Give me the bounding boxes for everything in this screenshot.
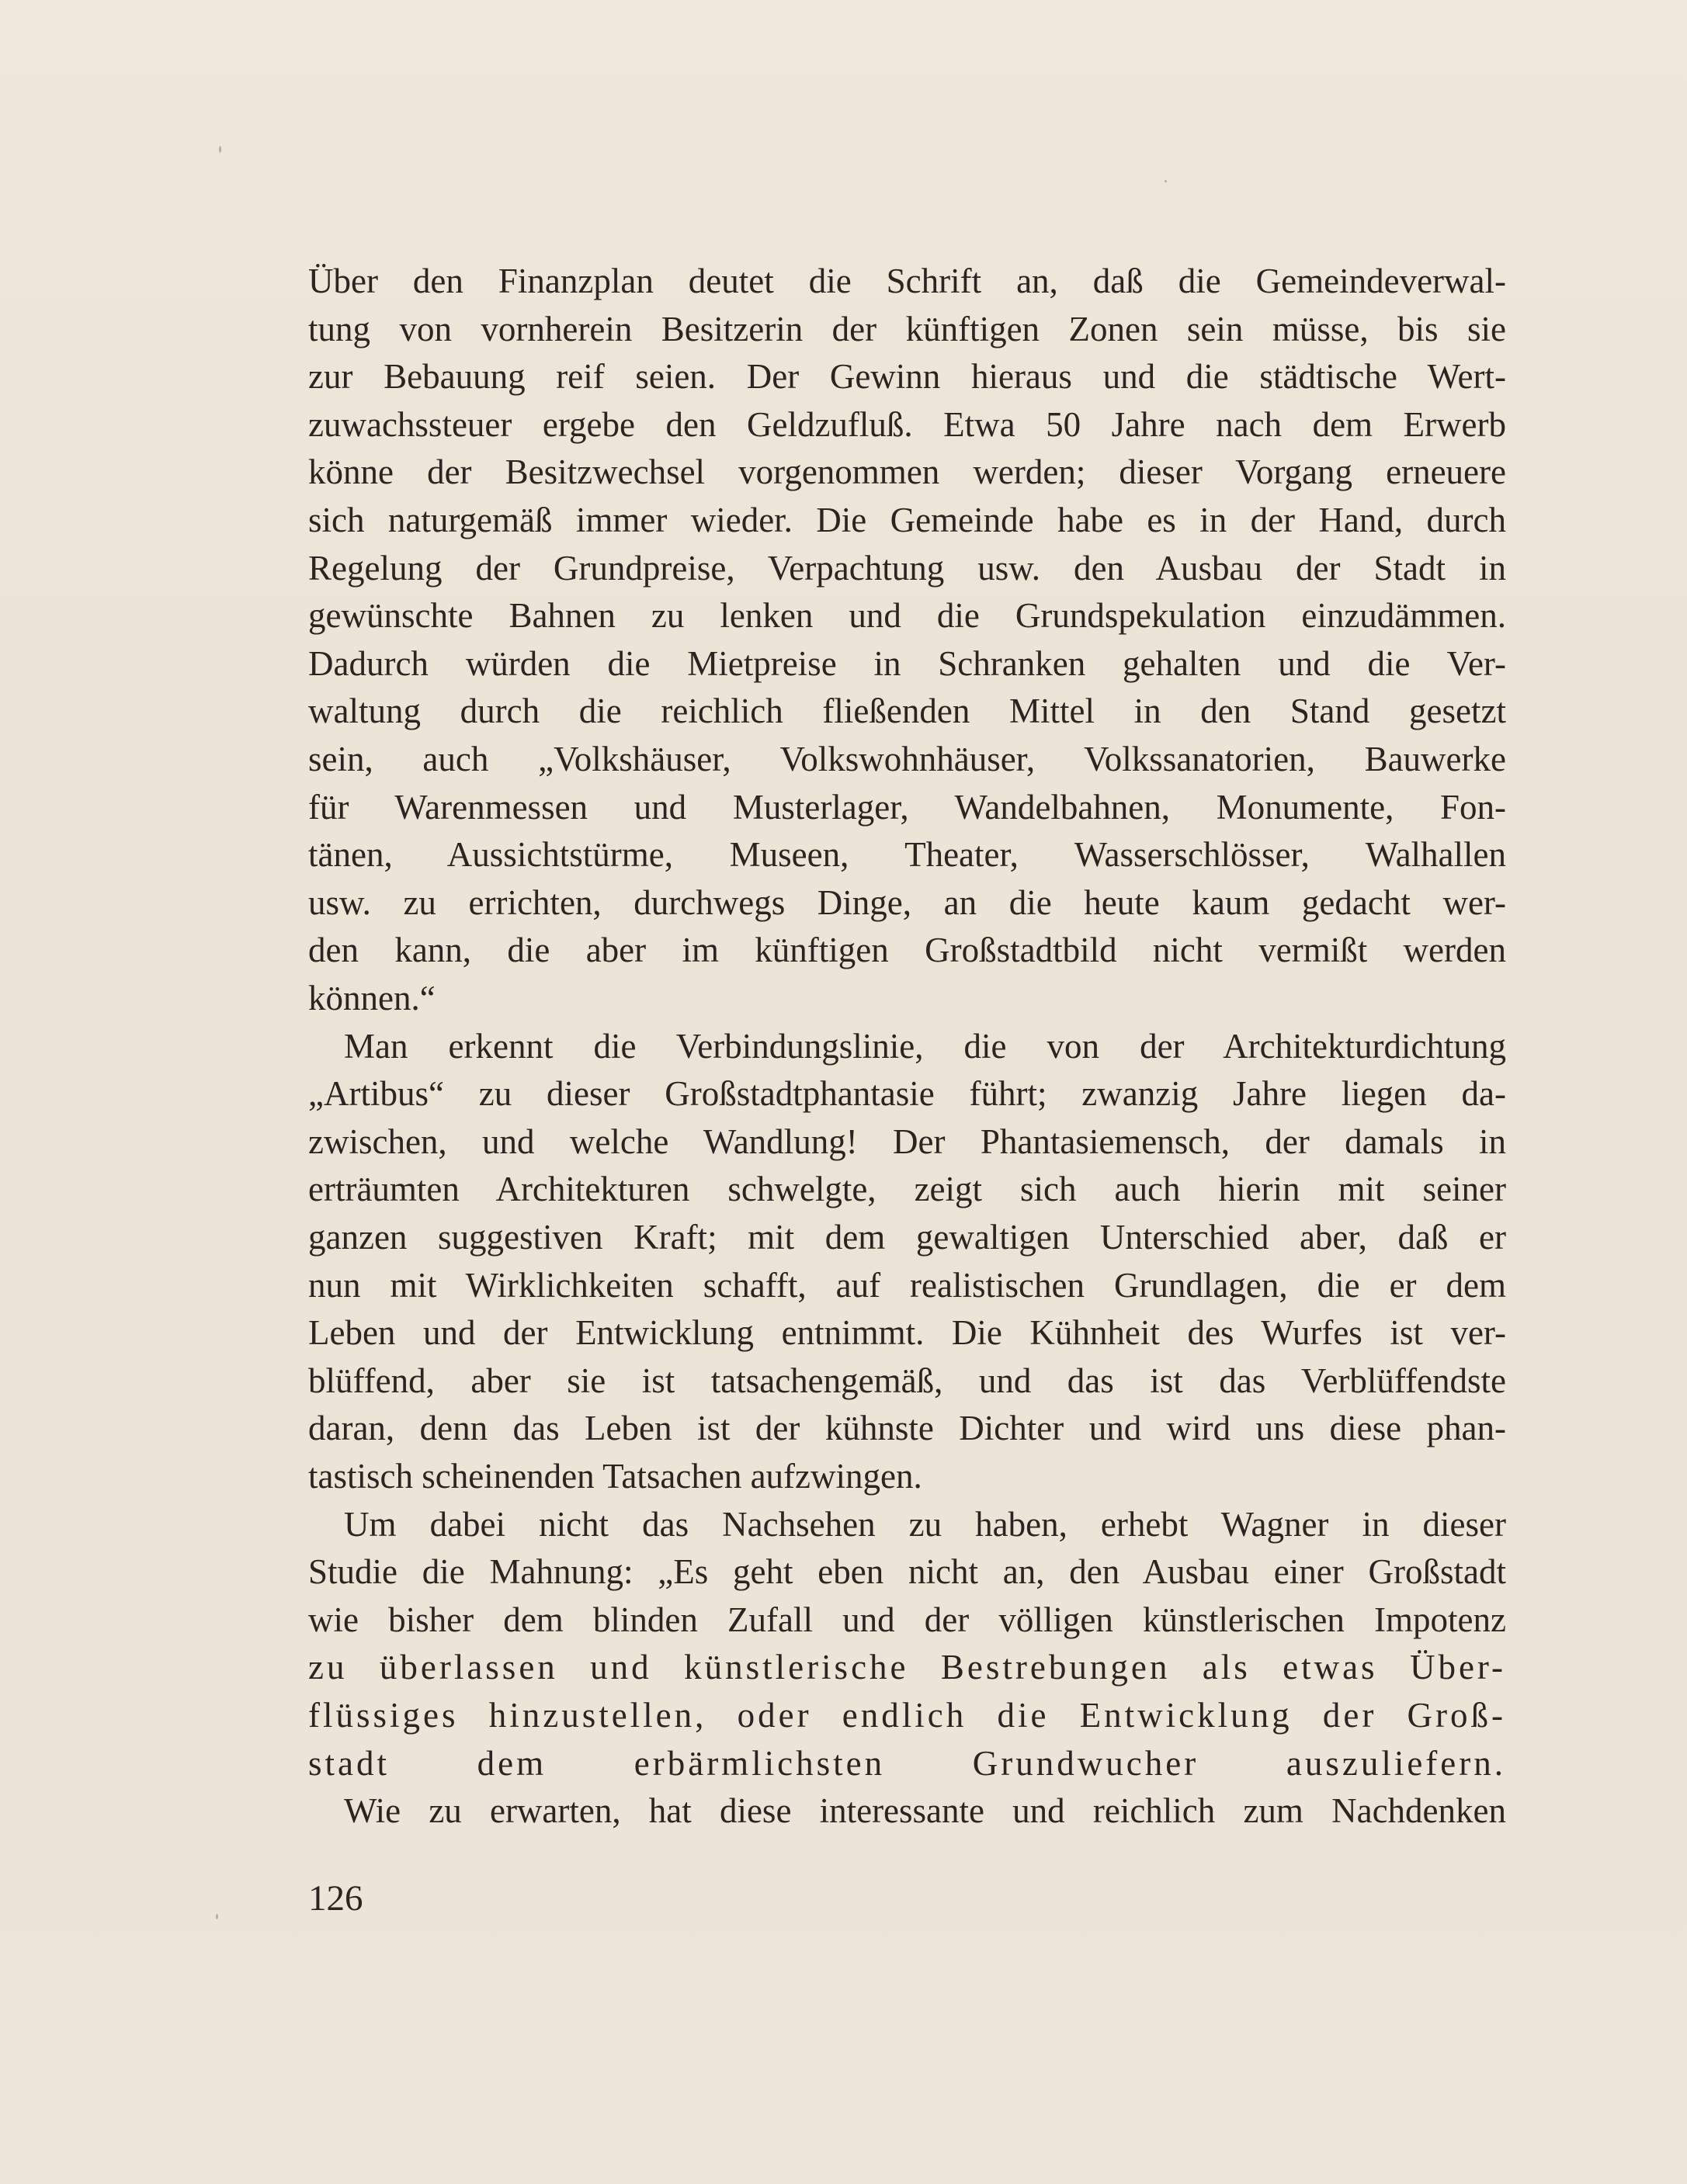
text-line: Wie zu erwarten, hat diese interessante und reichlich zum Nachdenken	[344, 1791, 1506, 1831]
text-line: Dadurch würden die Mietpreise in Schranken gehalten und die Ver-	[308, 643, 1506, 683]
text-line: Um dabei nicht das Nachsehen zu haben, erhebt Wagner in dieser	[344, 1504, 1506, 1544]
text-line: Über den Finanzplan deutet die Schrift an, daß die Gemeindeverwal-	[308, 262, 1506, 300]
text-line: stadt dem erbärmlichsten Grundwucher auszuliefern.	[308, 1743, 1506, 1783]
text-line: Man erkennt die Verbindungslinie, die von der Architekturdichtung	[344, 1026, 1506, 1066]
text-line: Studie die Mahnung: „Es geht eben nicht an, den Ausbau einer Großstadt	[308, 1552, 1506, 1592]
text-line: Leben und der Entwicklung entnimmt. Die Kühnheit des Wurfes ist ver-	[308, 1313, 1506, 1353]
text-line: waltung durch die reichlich fließenden Mittel in den Stand gesetzt	[308, 692, 1506, 731]
text-line: erträumten Architekturen schwelgte, zeigt sich auch hierin mit seiner	[308, 1170, 1506, 1209]
text-line: zwischen, und welche Wandlung! Der Phantasiemensch, der damals in	[308, 1121, 1506, 1161]
text-line: sich naturgemäß immer wieder. Die Gemeinde habe es in der Hand, durch	[308, 501, 1506, 539]
text-line: sein, auch „Volkshäuser, Volkswohnhäuser, Volkssanatorien, Bauwerke	[308, 740, 1506, 778]
page-number: 126	[308, 1878, 363, 1919]
text-line: zu überlassen und künstlerische Bestrebungen als etwas Über-	[308, 1648, 1506, 1687]
paper-speck	[216, 1914, 218, 1919]
text-line: „Artibus“ zu dieser Großstadtphantasie führt; zwanzig Jahre liegen da-	[308, 1074, 1506, 1114]
text-line: wie bisher dem blinden Zufall und der völligen künstlerischen Impotenz	[308, 1600, 1506, 1639]
text-line: nun mit Wirklichkeiten schafft, auf realistischen Grundlagen, die er dem	[308, 1265, 1506, 1305]
text-line: daran, denn das Leben ist der kühnste Dichter und wird uns diese phan-	[308, 1409, 1506, 1448]
text-line: den kann, die aber im künftigen Großstadtbild nicht vermißt werden	[308, 931, 1506, 970]
paper-speck	[1165, 180, 1167, 182]
text-line: zur Bebauung reif seien. Der Gewinn hieraus und die städtische Wert-	[308, 357, 1506, 397]
text-line: flüssiges hinzustellen, oder endlich die Entwicklung der Groß-	[308, 1696, 1506, 1735]
text-line: usw. zu errichten, durchwegs Dinge, an die heute kaum gedacht wer-	[308, 882, 1506, 922]
text-line: für Warenmessen und Musterlager, Wandelbahnen, Monumente, Fon-	[308, 787, 1506, 827]
paper-speck	[219, 146, 221, 153]
text-line: tastisch scheinenden Tatsachen aufzwingen.	[308, 1457, 922, 1496]
text-line: gewünschte Bahnen zu lenken und die Grundspekulation einzudämmen.	[308, 596, 1506, 636]
text-line: ganzen suggestiven Kraft; mit dem gewaltigen Unterschied aber, daß er	[308, 1218, 1506, 1257]
text-line: tung von vornherein Besitzerin der künftigen Zonen sein müsse, bis sie	[308, 309, 1506, 348]
text-line: zuwachssteuer ergebe den Geldzufluß. Etwa 50 Jahre nach dem Erwerb	[308, 404, 1506, 444]
text-line: tänen, Aussichtstürme, Museen, Theater, Wasserschlösser, Walhallen	[308, 835, 1506, 875]
text-line: Regelung der Grundpreise, Verpachtung usw. den Ausbau der Stadt in	[308, 548, 1506, 588]
text-line: könne der Besitzwechsel vorgenommen werden; dieser Vorgang erneuere	[308, 452, 1506, 492]
text-line: blüffend, aber sie ist tatsachengemäß, und das ist das Verblüffendste	[308, 1361, 1506, 1400]
text-line: können.“	[308, 979, 436, 1017]
